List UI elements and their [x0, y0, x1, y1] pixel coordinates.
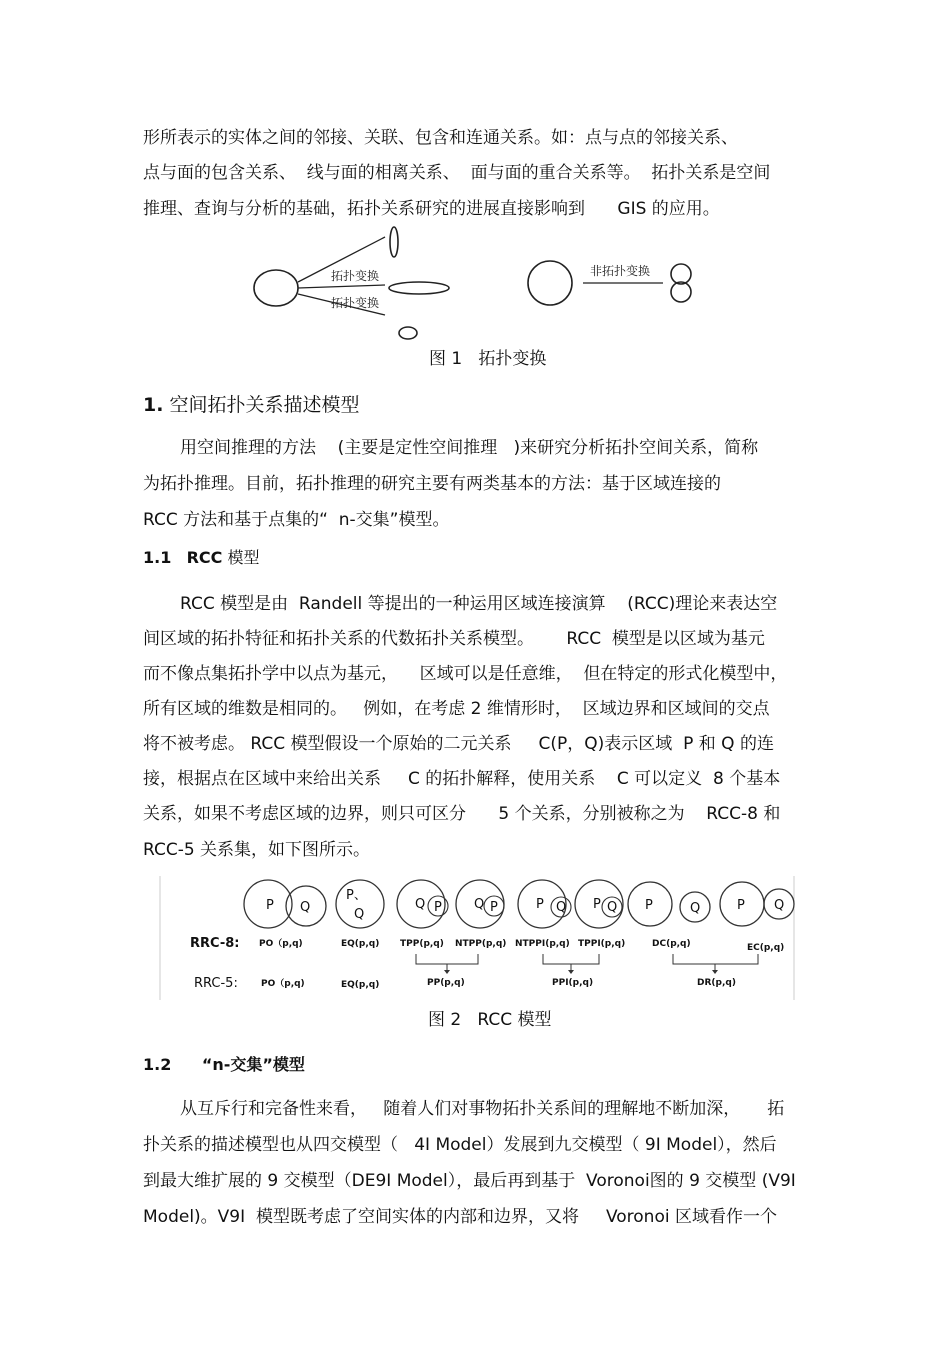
transform-line-mid: [298, 285, 385, 288]
pp-bracket: [416, 954, 478, 970]
rcc5-row-label: RRC-5:: [194, 976, 238, 991]
section-1-1-line-4: 所有区域的维数是相同的。 例如，在考虑 2 维情形时， 区域边界和区域间的交点: [143, 699, 770, 719]
section-1-1-line-6: 接，根据点在区域中来给出关系 C 的拓扑解释，使用关系 C 可以定义 8 个基本: [143, 769, 781, 789]
rcc5-po: PO（p,q): [261, 979, 305, 989]
po-q-label: Q: [300, 900, 311, 915]
section-1-2-number: 1.2: [143, 1055, 172, 1074]
rcc8-dc: DC(p,q): [652, 939, 691, 949]
figure-eight-bottom: [671, 282, 691, 302]
section-1-1-title-bold: RCC: [186, 548, 223, 567]
ntppi-q-label: Q: [556, 900, 567, 915]
section-1-1-line-7: 关系，如果不考虑区域的边界，则只可区分 5 个关系，分别被称之为 RCC-8 和: [143, 804, 781, 824]
po-p-label: P: [266, 898, 274, 913]
rcc8-ntppi: NTPPI(p,q): [515, 939, 570, 949]
section-1-2-line-1: 从互斥行和完备性来看， 随着人们对事物拓扑关系间的理解地不断加深， 拓: [180, 1099, 785, 1119]
rcc8-tppi: TPPI(p,q): [578, 939, 626, 949]
section-1-line-3: RCC 方法和基于点集的“ n-交集”模型。: [143, 510, 450, 530]
ntpp-p-label: P: [490, 900, 498, 915]
section-1-title: 空间拓扑关系描述模型: [169, 394, 360, 416]
section-1-1-number: 1.1: [143, 548, 172, 567]
tall-ellipse: [390, 227, 398, 257]
section-1-line-2: 为拓扑推理。目前，拓扑推理的研究主要有两类基本的方法：基于区域连接的: [143, 474, 721, 494]
rcc5-eq: EQ(p,q): [341, 980, 380, 990]
figure-eight-top: [671, 264, 691, 284]
ec-q-label: Q: [774, 898, 785, 913]
source-circle: [528, 261, 572, 305]
section-1-line-1: 用空间推理的方法 (主要是定性空间推理 )来研究分析拓扑空间关系，简称: [180, 438, 759, 458]
ec-p-label: P: [737, 898, 745, 913]
figure-2-caption: 图 2 RCC 模型: [428, 1010, 552, 1030]
rcc8-row-label: RRC-8:: [190, 936, 240, 951]
rcc5-pp: PP(p,q): [427, 978, 465, 988]
rcc8-po: PO（p,q): [259, 939, 303, 949]
dr-bracket: [673, 954, 758, 970]
eq-q-label: Q: [354, 907, 365, 922]
small-ellipse: [399, 327, 417, 339]
rcc8-ntpp: NTPP(p,q): [455, 939, 507, 949]
section-1-1-line-1: RCC 模型是由 Randell 等提出的一种运用区域连接演算 (RCC)理论来表达空: [180, 594, 778, 614]
section-1-1-title-rest: 模型: [222, 548, 260, 567]
figure-1-diagram: [240, 222, 710, 342]
section-1-2-line-2: 扑关系的描述模型也从四交模型（ 4I Model）发展到九交模型（ 9I Model），然后: [143, 1135, 777, 1155]
section-1-heading: [143, 390, 360, 417]
rcc8-ec: EC(p,q): [747, 943, 785, 953]
rcc8-eq: EQ(p,q): [341, 939, 380, 949]
eq-p-label: P、: [346, 888, 367, 903]
flat-ellipse: [389, 282, 449, 294]
figure-1-caption: 图 1 拓扑变换: [429, 349, 547, 369]
section-1-1-line-5: 将不被考虑。 RCC 模型假设一个原始的二元关系 C(P，Q)表示区域 P 和 Q 的连: [143, 734, 774, 754]
ntppi-p-label: P: [536, 897, 544, 912]
ntpp-q-label: Q: [474, 897, 485, 912]
section-1-2-heading: [143, 1052, 305, 1075]
section-1-1-line-3: 而不像点集拓扑学中以点为基元， 区域可以是任意维， 但在特定的形式化模型中，: [143, 664, 788, 684]
rcc5-ppi: PPI(p,q): [552, 978, 594, 988]
figure-2-diagram: [158, 876, 798, 1004]
original-circle: [254, 270, 298, 306]
intro-line-1: 形所表示的实体之间的邻接、关联、包含和连通关系。如：点与点的邻接关系、: [143, 128, 738, 148]
section-1-2-line-4: Model)。V9I 模型既考虑了空间实体的内部和边界，又将 Voronoi 区域看作一个: [143, 1207, 777, 1227]
ppi-arrow: [568, 970, 574, 974]
dr-arrow: [712, 970, 718, 974]
pp-arrow: [444, 970, 450, 974]
section-1-2-title: “n-交集”模型: [201, 1055, 305, 1074]
intro-line-2: 点与面的包含关系、 线与面的相离关系、 面与面的重合关系等。 拓扑关系是空间: [143, 163, 771, 183]
label-topo-a: 拓扑变换: [331, 269, 380, 283]
label-nontopo: 非拓扑变换: [590, 264, 651, 278]
tpp-p-label: P: [434, 900, 442, 915]
ppi-bracket: [543, 954, 599, 970]
dc-q-label: Q: [690, 901, 701, 916]
section-1-2-line-3: 到最大维扩展的 9 交模型（DE9I Model），最后再到基于 Voronoi图的 9 交模型 (V9I: [143, 1171, 796, 1191]
section-1-1-line-2: 间区域的拓扑特征和拓扑关系的代数拓扑关系模型。 RCC 模型是以区域为基元: [143, 629, 765, 649]
section-1-number: 1.: [143, 394, 164, 416]
rcc8-tpp: TPP(p,q): [400, 939, 444, 949]
label-topo-b: 拓扑变换: [331, 296, 380, 310]
tppi-q-label: Q: [607, 900, 618, 915]
tpp-q-label: Q: [415, 897, 426, 912]
section-1-1-heading: [143, 545, 260, 568]
tppi-p-label: P: [593, 897, 601, 912]
rcc5-dr: DR(p,q): [697, 978, 736, 988]
dc-p-label: P: [645, 898, 653, 913]
intro-line-3: 推理、查询与分析的基础，拓扑关系研究的进展直接影响到 GIS 的应用。: [143, 199, 720, 219]
section-1-1-line-8: RCC-5 关系集，如下图所示。: [143, 840, 371, 860]
